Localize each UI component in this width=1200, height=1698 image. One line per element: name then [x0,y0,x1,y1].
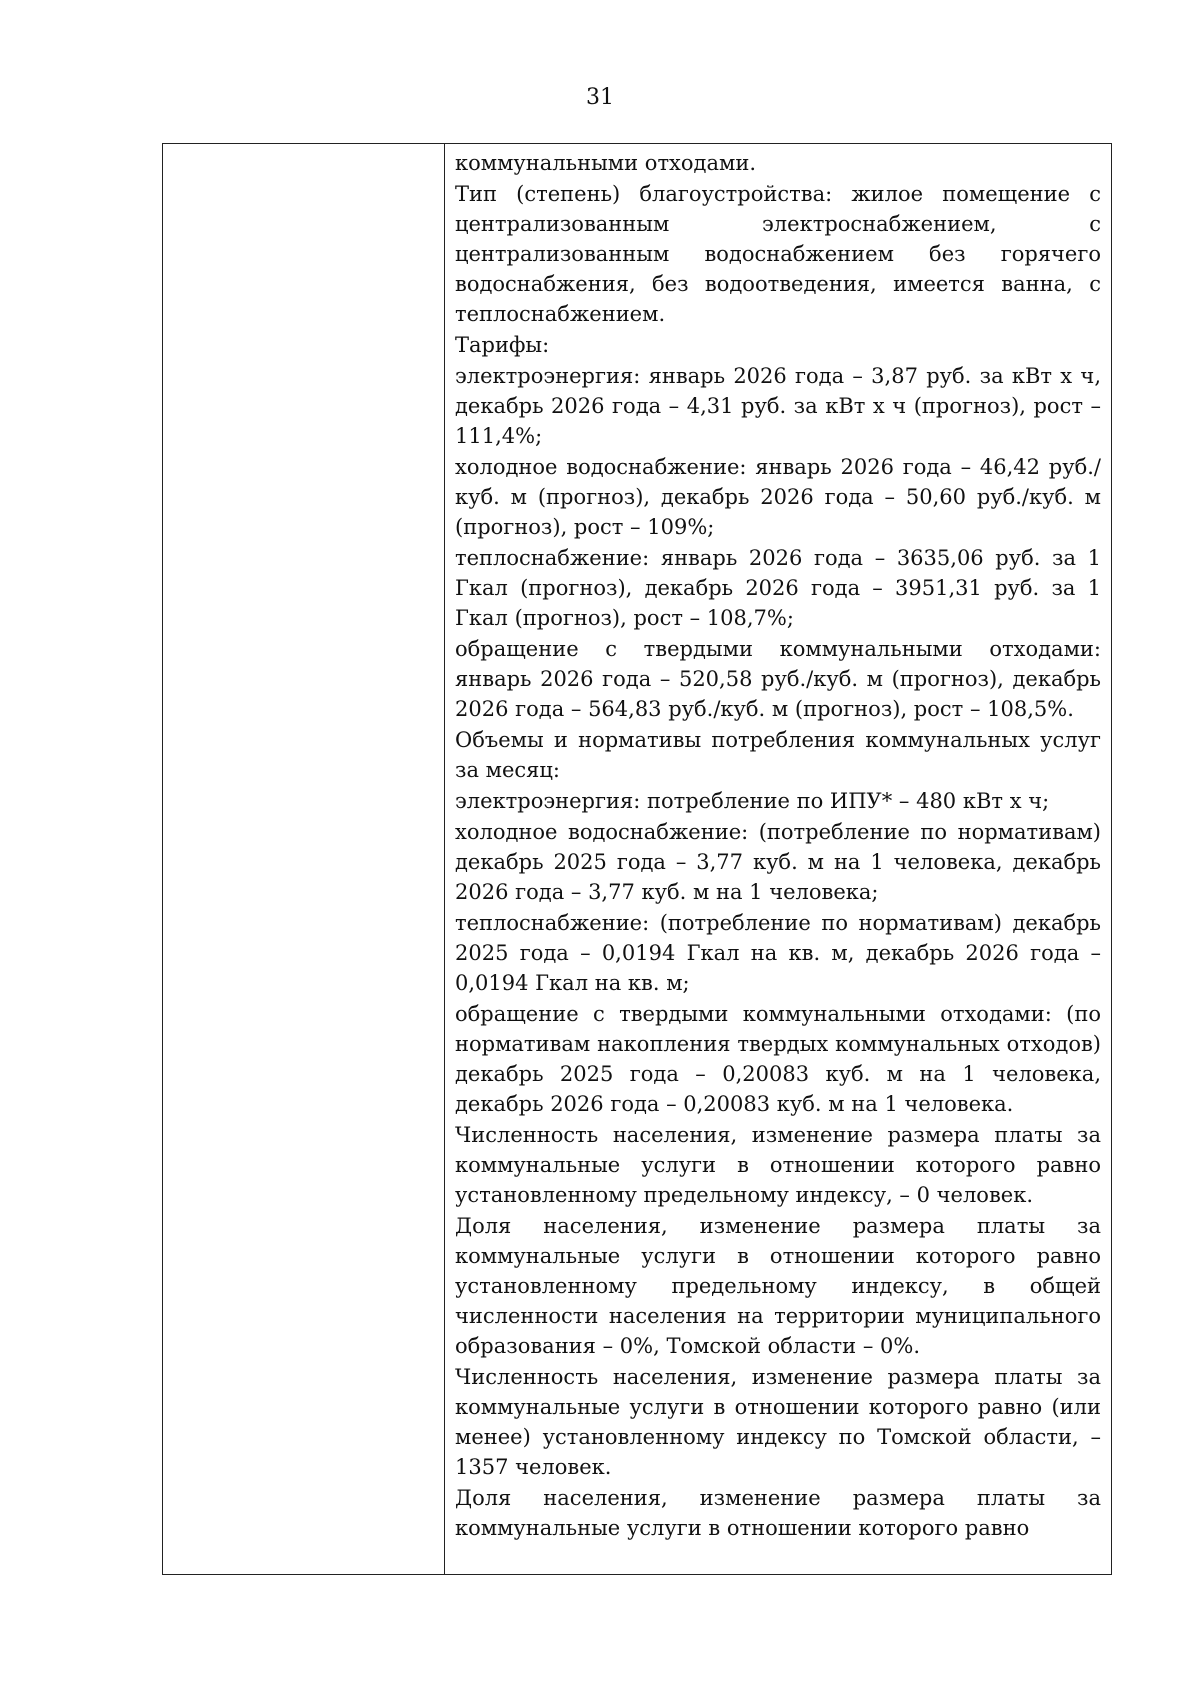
paragraph-share-limit-index: Доля населения, изменение размера платы за коммунальные услуги в отношении которого равно установленному предельному индексу, в общей численности населения на территории муниципального образования – 0%, Томской области – 0%. [455,1214,1101,1358]
table-left-cell [163,144,445,1574]
paragraph-tariff-electricity: электроэнергия: январь 2026 года – 3,87 руб. за кВт х ч, декабрь 2026 года – 4,31 руб. за кВт х ч (прогноз), рост – 111,4%; [455,364,1101,448]
paragraph-share-region-index: Доля населения, изменение размера платы за коммунальные услуги в отношении которого равно [455,1486,1101,1540]
paragraph-volume-electricity: электроэнергия: потребление по ИПУ* – 480 кВт х ч; [455,789,1050,813]
paragraph-amenity-type: Тип (степень) благоустройства: жилое помещение с централизованным электроснабжением, с централизованным водоснабжением без горячего водоснабжения, без водоотведения, имеется ванна, с теплоснабжением. [455,182,1101,326]
paragraph-tariff-solid-waste: обращение с твердыми коммунальными отходами: январь 2026 года – 520,58 руб./куб. м (прогноз), декабрь 2026 года – 564,83 руб./куб. м (прогноз), рост – 108,5%. [455,637,1101,721]
paragraph-tariff-heating: теплоснабжение: январь 2026 года – 3635,06 руб. за 1 Гкал (прогноз), декабрь 2026 года – 3951,31 руб. за 1 Гкал (прогноз), рост – 108,7%; [455,546,1101,630]
document-table [162,143,1112,1575]
paragraph-continuation: коммунальными отходами. [455,151,757,175]
paragraph-population-region-index: Численность населения, изменение размера платы за коммунальные услуги в отношении которого равно (или менее) установленному индексу по Томской области, – 1357 человек. [455,1365,1101,1479]
paragraph-tariff-cold-water: холодное водоснабжение: январь 2026 года – 46,42 руб./ куб. м (прогноз), декабрь 2026 года – 50,60 руб./куб. м (прогноз), рост – 109%; [455,455,1101,539]
page-number: 31 [586,85,614,110]
paragraph-volume-solid-waste: обращение с твердыми коммунальными отходами: (по нормативам накопления твердых коммунальных отходов) декабрь 2025 года – 0,20083 куб. м на 1 человека, декабрь 2026 года – 0,20083 куб. м на 1 человека. [455,1002,1101,1116]
paragraph-volumes-heading: Объемы и нормативы потребления коммунальных услуг за месяц: [455,728,1101,782]
paragraph-population-limit-index: Численность населения, изменение размера платы за коммунальные услуги в отношении которого равно установленному предельному индексу, – 0 человек. [455,1123,1101,1207]
paragraph-volume-cold-water: холодное водоснабжение: (потребление по нормативам) декабрь 2025 года – 3,77 куб. м на 1 человека, декабрь 2026 года – 3,77 куб. м на 1 человека; [455,820,1101,904]
paragraph-tariffs-heading: Тарифы: [455,333,550,357]
paragraph-volume-heating: теплоснабжение: (потребление по нормативам) декабрь 2025 года – 0,0194 Гкал на кв. м, декабрь 2026 года – 0,0194 Гкал на кв. м; [455,911,1101,995]
table-right-cell [445,144,1111,1574]
